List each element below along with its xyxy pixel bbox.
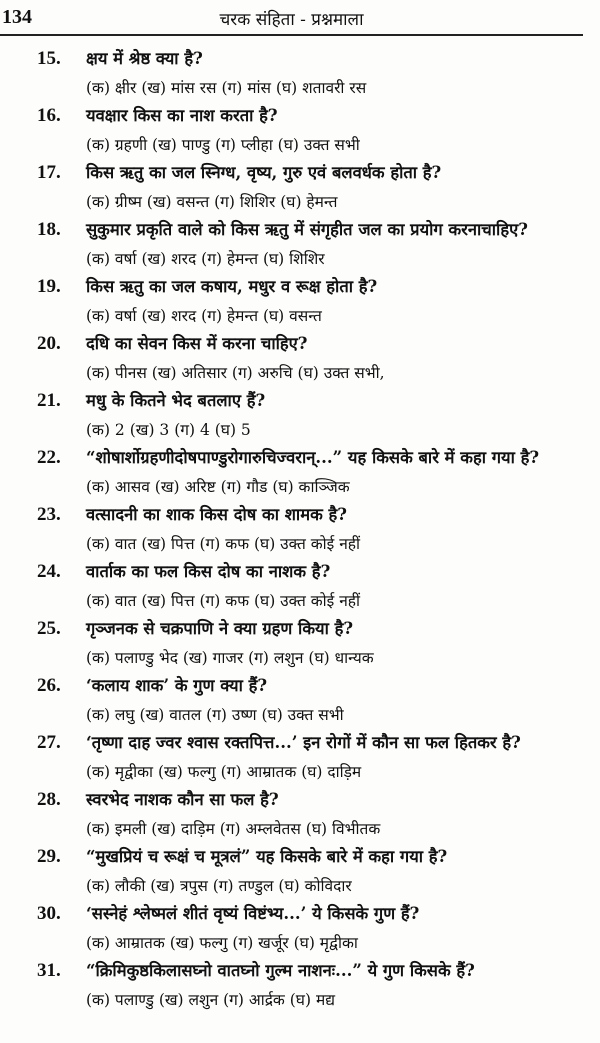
question-item xyxy=(0,900,590,957)
question-list xyxy=(0,45,590,1014)
question-item xyxy=(0,672,590,729)
answer-options: (क) वात (ख) पित्त (ग) कफ (घ) उक्त कोई नहीं xyxy=(86,534,361,553)
question-number: 18. xyxy=(37,219,61,240)
question-number: 15. xyxy=(37,48,61,69)
answer-options: (क) मृद्वीका (ख) फल्गु (ग) आम्रातक (घ) दाड़िम xyxy=(86,762,362,781)
running-title: चरक संहिता - प्रश्नमाला xyxy=(219,10,364,30)
question-number: 17. xyxy=(37,162,61,183)
question-number: 29. xyxy=(37,846,61,867)
question-item xyxy=(0,843,590,900)
question-item xyxy=(0,786,590,843)
question-item xyxy=(0,558,590,615)
answer-options: (क) पलाण्डु भेद (ख) गाजर (ग) लशुन (घ) धान्यक xyxy=(86,648,374,667)
question-text: सुकुमार प्रकृति वाले को किस ऋतु में संगृहीत जल का प्रयोग करनाचाहिए? xyxy=(86,220,528,239)
question-item xyxy=(0,330,590,387)
answer-options: (क) ग्रीष्म (ख) वसन्त (ग) शिशिर (घ) हेमन्त xyxy=(86,192,338,211)
question-text: यवक्षार किस का नाश करता है? xyxy=(86,106,278,125)
question-text: वार्ताक का फल किस दोष का नाशक है? xyxy=(86,562,331,581)
question-text: “मुखप्रियं च रूक्षं च मूत्रलं” यह किसके बारे में कहा गया है? xyxy=(86,847,448,866)
question-number: 26. xyxy=(37,675,61,696)
answer-options: (क) लघु (ख) वातल (ग) उष्ण (घ) उक्त सभी xyxy=(86,705,344,724)
question-number: 31. xyxy=(37,960,61,981)
question-text: क्षय में श्रेष्ठ क्या है? xyxy=(86,49,203,68)
question-number: 25. xyxy=(37,618,61,639)
answer-options: (क) आम्रातक (ख) फल्गु (ग) खर्जूर (घ) मृद्वीका xyxy=(86,933,358,952)
question-item xyxy=(0,615,590,672)
question-item xyxy=(0,957,590,1014)
question-item xyxy=(0,45,590,102)
question-item xyxy=(0,501,590,558)
question-item xyxy=(0,216,590,273)
question-item xyxy=(0,444,590,501)
question-number: 28. xyxy=(37,789,61,810)
question-number: 20. xyxy=(37,333,61,354)
question-item xyxy=(0,729,590,786)
answer-options: (क) वात (ख) पित्त (ग) कफ (घ) उक्त कोई नहीं xyxy=(86,591,361,610)
question-text: ‘सस्नेहं श्लेष्मलं शीतं वृष्यं विष्टंभ्य...’ ये किसके गुण हैं? xyxy=(86,904,420,923)
question-number: 24. xyxy=(37,561,61,582)
answer-options: (क) पीनस (ख) अतिसार (ग) अरुचि (घ) उक्त सभी, xyxy=(86,363,385,382)
question-text: वत्सादनी का शाक किस दोष का शामक है? xyxy=(86,505,347,524)
question-item xyxy=(0,387,590,444)
question-text: गृञ्जनक से चक्रपाणि ने क्या ग्रहण किया है? xyxy=(86,619,354,638)
question-item xyxy=(0,159,590,216)
question-text: स्वरभेद नाशक कौन सा फल है? xyxy=(86,790,279,809)
question-number: 23. xyxy=(37,504,61,525)
question-number: 27. xyxy=(37,732,61,753)
question-text: किस ऋतु का जल स्निग्ध, वृष्य, गुरु एवं बलवर्धक होता है? xyxy=(86,163,442,182)
page-number: 134 xyxy=(2,6,32,28)
answer-options: (क) पलाण्डु (ख) लशुन (ग) आर्द्रक (घ) मद्य xyxy=(86,990,335,1009)
answer-options: (क) आसव (ख) अरिष्ट (ग) गौड (घ) काञ्जिक xyxy=(86,477,350,496)
page-header xyxy=(0,2,583,36)
question-text: किस ऋतु का जल कषाय, मधुर व रूक्ष होता है? xyxy=(86,277,378,296)
question-text: “क्रिमिकुष्ठकिलासघ्नो वातघ्नो गुल्म नाशनः...” ये गुण किसके हैं? xyxy=(86,961,475,980)
answer-options: (क) वर्षा (ख) शरद (ग) हेमन्त (घ) शिशिर xyxy=(86,249,325,268)
question-item xyxy=(0,273,590,330)
question-text: ‘कलाय शाक’ के गुण क्या हैं? xyxy=(86,676,268,695)
question-number: 21. xyxy=(37,390,61,411)
question-number: 30. xyxy=(37,903,61,924)
answer-options: (क) ग्रहणी (ख) पाण्डु (ग) प्लीहा (घ) उक्त सभी xyxy=(86,135,360,154)
answer-options: (क) वर्षा (ख) शरद (ग) हेमन्त (घ) वसन्त xyxy=(86,306,322,325)
answer-options: (क) लौकी (ख) त्रपुस (ग) तण्डुल (घ) कोविदार xyxy=(86,876,352,895)
question-number: 19. xyxy=(37,276,61,297)
question-text: दधि का सेवन किस में करना चाहिए? xyxy=(86,334,308,353)
question-item xyxy=(0,102,590,159)
question-text: “शोषार्शोग्रहणीदोषपाण्डुरोगारुचिज्वरान्...” यह किसके बारे में कहा गया है? xyxy=(86,448,540,467)
question-number: 22. xyxy=(37,447,61,468)
question-text: मधु के कितने भेद बतलाए हैं? xyxy=(86,391,266,410)
answer-options: (क) इमली (ख) दाड़िम (ग) अम्लवेतस (घ) विभीतक xyxy=(86,819,381,838)
answer-options: (क) 2 (ख) 3 (ग) 4 (घ) 5 xyxy=(86,420,251,439)
question-number: 16. xyxy=(37,105,61,126)
question-text: ‘तृष्णा दाह ज्वर श्वास रक्तपित्त...’ इन रोगों में कौन सा फल हितकर है? xyxy=(86,733,521,752)
answer-options: (क) क्षीर (ख) मांस रस (ग) मांस (घ) शतावरी रस xyxy=(86,78,367,97)
